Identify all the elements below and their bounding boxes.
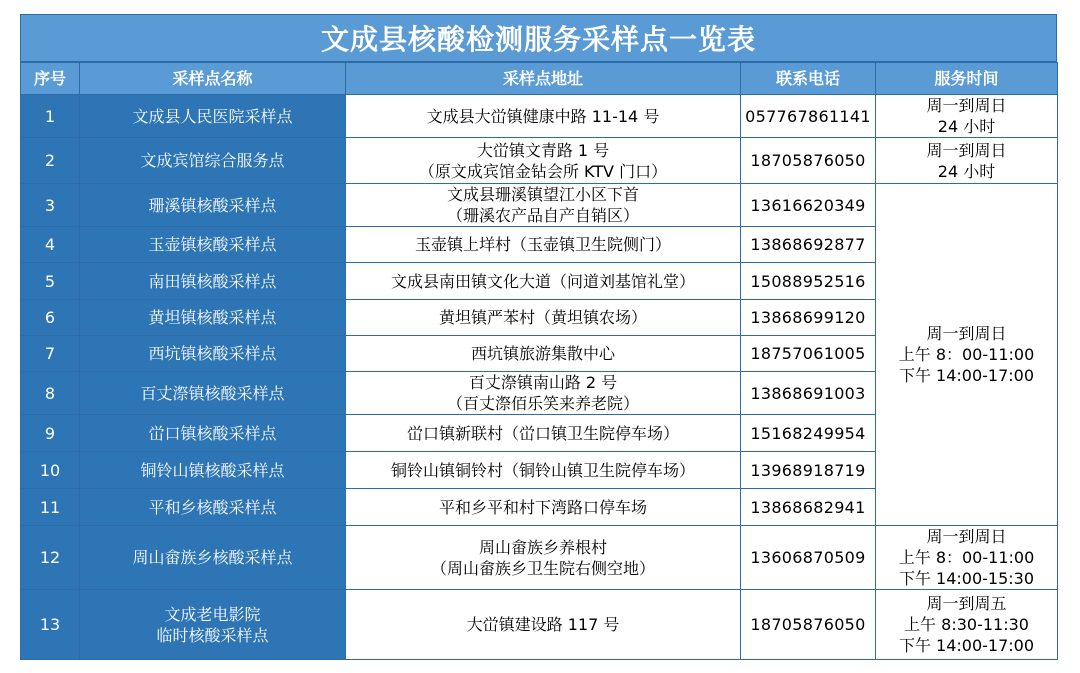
cell-line: 下午 14:00-17:00 [898,366,1035,385]
header-index: 序号 [21,63,80,95]
shared-service-hours-cell [876,184,1058,526]
cell-line: 玉壶镇核酸采样点 [148,235,277,254]
service-hours-cell [876,138,1058,184]
cell-line: 周山畲族乡核酸采样点 [132,548,293,567]
cell-line: 峃口镇新联村（峃口镇卫生院停车场） [406,423,679,443]
row-index: 8 [21,372,80,415]
cell-line: （百丈漈佰乐笑来养老院） [446,394,639,413]
phone-cell: 057767861141 [741,95,876,138]
address-cell [346,415,741,452]
cell-line: 珊溪镇核酸采样点 [148,195,277,215]
header-row [21,63,1058,95]
table-row [21,95,1058,138]
address-cell [346,590,741,660]
phone-cell: 13868691003 [741,372,876,415]
address-cell [346,452,741,489]
site-name-cell [80,415,346,452]
row-index: 7 [21,336,80,372]
site-name-cell [80,95,346,138]
cell-line: 临时核酸采样点 [156,625,269,645]
cell-line: 黄坦镇严苯村（黄坦镇农场） [438,308,647,327]
row-index: 13 [21,590,80,660]
sampling-sites-sheet [20,14,1057,660]
header-address: 采样点地址 [346,63,741,95]
table-title: 文成县核酸检测服务采样点一览表 [20,14,1057,62]
header-service-hours: 服务时间 [876,63,1058,95]
cell-line: 百丈漈镇核酸采样点 [140,383,285,403]
site-name-cell [80,184,346,227]
row-index: 1 [21,95,80,138]
cell-line: 上午 8：00-11:00 [898,548,1035,567]
row-index: 2 [21,138,80,184]
cell-line: 周一到周日 [926,140,1007,160]
cell-line: 南田镇核酸采样点 [148,271,277,291]
site-name-cell [80,263,346,300]
row-index: 12 [21,526,80,590]
service-hours-cell [876,590,1058,660]
row-index: 6 [21,300,80,336]
row-index: 11 [21,489,80,526]
cell-line: 文成老电影院 [164,604,261,624]
cell-line: 百丈漈镇南山路 2 号 [468,373,618,392]
address-cell [346,336,741,372]
cell-line: 周一到周日 [926,324,1007,343]
site-name-cell [80,452,346,489]
cell-line: 文成县人民医院采样点 [132,106,293,126]
phone-cell: 13968918719 [741,452,876,489]
cell-line: 周一到周五 [926,594,1007,613]
phone-cell: 13868682941 [741,489,876,526]
phone-cell: 13868692877 [741,227,876,263]
address-cell [346,489,741,526]
cell-line: 平和乡核酸采样点 [148,497,277,517]
cell-line: 24 小时 [937,117,996,136]
table-row [21,526,1058,590]
address-cell [346,300,741,336]
cell-line: （珊溪农产品自产自销区） [446,206,639,225]
cell-line: 铜铃山镇核酸采样点 [140,460,285,480]
cell-line: （周山畲族乡卫生院右侧空地） [430,558,655,578]
address-cell [346,184,741,227]
cell-line: 上午 8：00-11:00 [898,345,1035,364]
cell-line: 周一到周日 [926,527,1007,546]
row-index: 4 [21,227,80,263]
header-phone: 联系电话 [741,63,876,95]
phone-cell: 15088952516 [741,263,876,300]
table-row [21,184,1058,227]
site-name-cell [80,138,346,184]
cell-line: 24 小时 [937,161,996,181]
cell-line: 周山畲族乡养根村 [478,537,607,557]
cell-line: 铜铃山镇铜铃村（铜铃山镇卫生院停车场） [390,460,695,480]
site-name-cell [80,336,346,372]
phone-cell: 13868699120 [741,300,876,336]
phone-cell: 13606870509 [741,526,876,590]
row-index: 10 [21,452,80,489]
phone-cell: 15168249954 [741,415,876,452]
table-row [21,590,1058,660]
cell-line: 玉壶镇上垟村（玉壶镇卫生院侧门） [414,235,671,254]
phone-cell: 13616620349 [741,184,876,227]
site-name-cell [80,300,346,336]
cell-line: 黄坦镇核酸采样点 [148,308,277,327]
cell-line: 峃口镇核酸采样点 [148,423,277,443]
cell-line: 西坑镇核酸采样点 [148,344,277,363]
sampling-sites-table [20,62,1058,660]
table-body [21,95,1058,660]
row-index: 3 [21,184,80,227]
cell-line: 文成县珊溪镇望江小区下首 [446,185,639,204]
cell-line: 周一到周日 [926,96,1007,115]
site-name-cell [80,489,346,526]
address-cell [346,138,741,184]
address-cell [346,95,741,138]
cell-line: 西坑镇旅游集散中心 [470,344,615,363]
cell-line: 文成县大峃镇健康中路 11-14 号 [426,106,660,126]
row-index: 5 [21,263,80,300]
cell-line: （原文成宾馆金钻会所 KTV 门口） [418,161,668,181]
cell-line: 大峃镇建设路 117 号 [466,615,620,634]
site-name-cell [80,227,346,263]
cell-line: 文成宾馆综合服务点 [140,151,285,170]
cell-line: 下午 14:00-15:30 [898,569,1035,588]
site-name-cell [80,372,346,415]
cell-line: 下午 14:00-17:00 [898,636,1035,655]
cell-line: 文成县南田镇文化大道（问道刘基馆礼堂） [390,271,695,291]
address-cell [346,372,741,415]
phone-cell: 18705876050 [741,138,876,184]
site-name-cell [80,590,346,660]
phone-cell: 18705876050 [741,590,876,660]
address-cell [346,227,741,263]
site-name-cell [80,526,346,590]
address-cell [346,526,741,590]
service-hours-cell [876,95,1058,138]
row-index: 9 [21,415,80,452]
address-cell [346,263,741,300]
cell-line: 大峃镇文青路 1 号 [476,140,610,160]
cell-line: 平和乡平和村下湾路口停车场 [438,497,647,517]
service-hours-cell [876,526,1058,590]
table-row [21,138,1058,184]
cell-line: 上午 8:30-11:30 [904,615,1029,634]
phone-cell: 18757061005 [741,336,876,372]
header-site-name: 采样点名称 [80,63,346,95]
